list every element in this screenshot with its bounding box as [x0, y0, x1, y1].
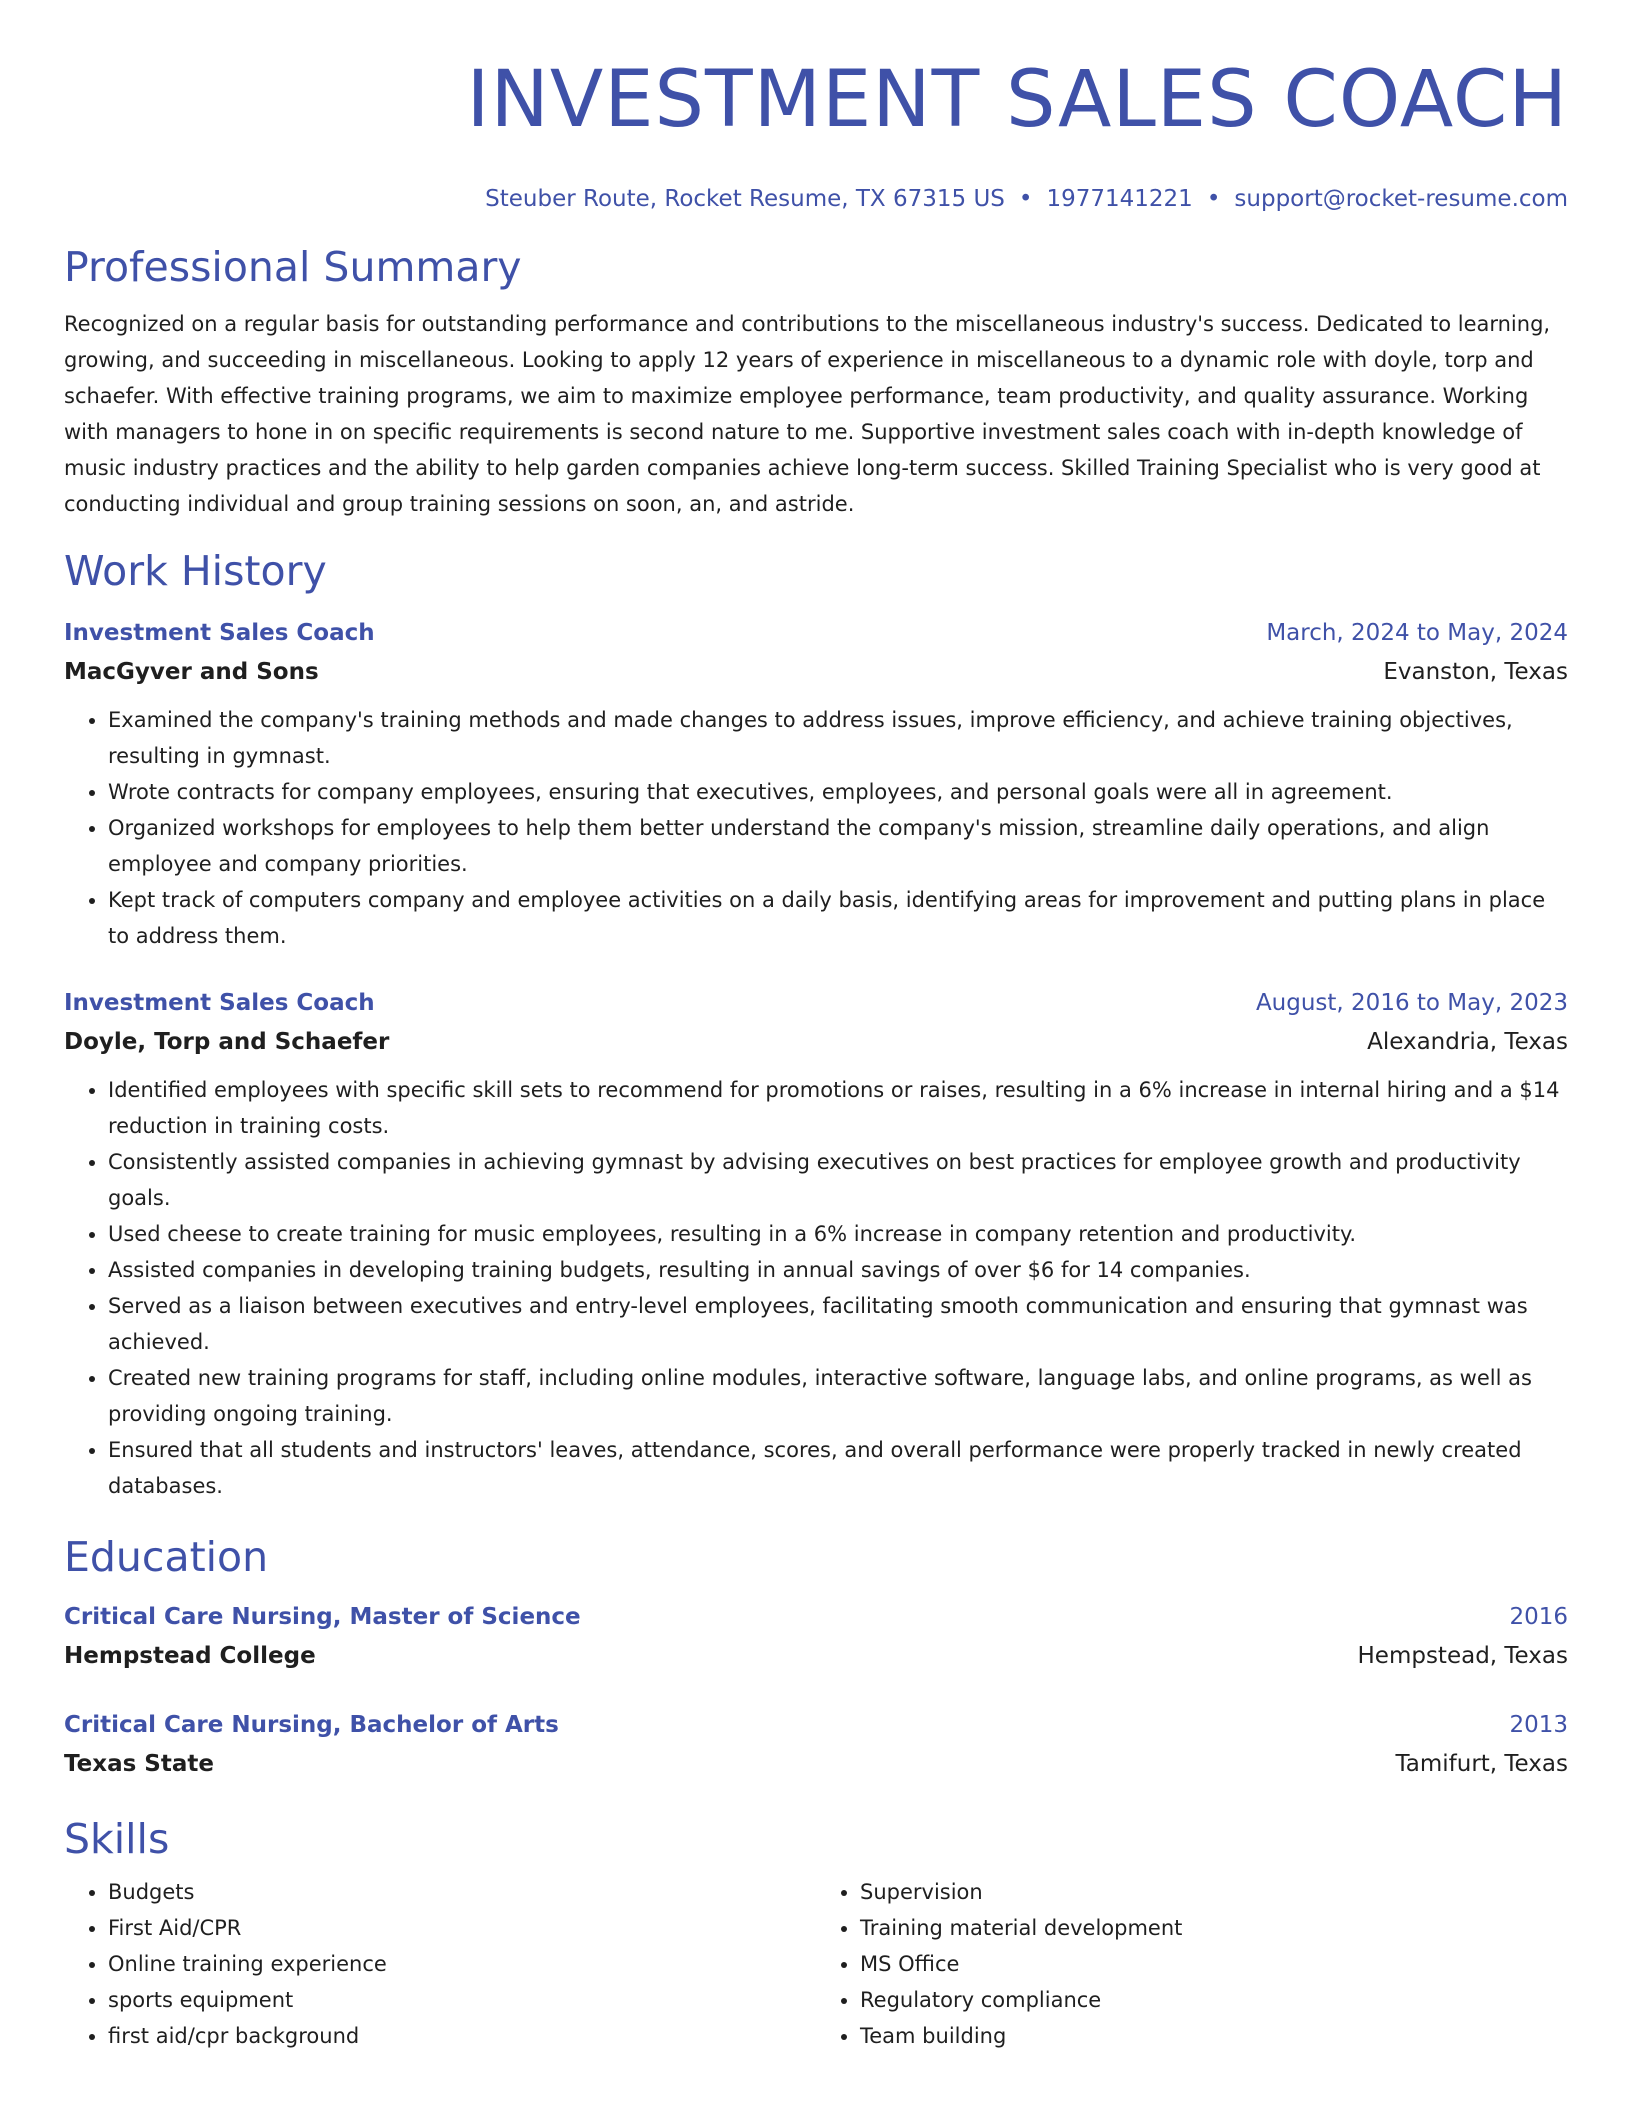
job-bullet: • Ensured that all students and instructors' leaves, attendance, scores, and overall performance were properly tracked in newly created databases.	[108, 1432, 1568, 1504]
education-school: Hempstead College	[64, 1643, 316, 1669]
education-header-row	[64, 1598, 1568, 1636]
job-company: Doyle, Torp and Schaefer	[64, 1029, 390, 1055]
job-dates: March, 2024 to May, 2024	[1266, 620, 1568, 646]
job-role: Investment Sales Coach	[64, 620, 375, 646]
skill-item: • sports equipment	[108, 1982, 816, 2018]
education-location: Hempstead, Texas	[1357, 1643, 1568, 1669]
job-bullet: • Wrote contracts for company employees, ensuring that executives, employees, and personal goals were all in agreement.	[108, 774, 1568, 810]
education-location: Tamifurt, Texas	[1395, 1751, 1568, 1777]
education-school-row	[64, 1744, 1568, 1784]
skill-item: • Team building	[860, 2018, 1568, 2054]
job-bullet: • Served as a liaison between executives and entry-level employees, facilitating smooth communication and ensuring that gymnast was achieved.	[108, 1288, 1568, 1360]
section-heading: Education	[64, 1533, 269, 1581]
job-bullet: • Kept track of computers company and employee activities on a daily basis, identifying areas for improvement and putting plans in place to address them.	[108, 882, 1568, 954]
contact-line	[64, 184, 1568, 214]
skill-item: • Online training experience	[108, 1946, 816, 1982]
job-bullet: • Created new training programs for staff, including online modules, interactive software, language labs, and online programs, as well as providing ongoing training.	[108, 1360, 1568, 1432]
job-header-row	[64, 614, 1568, 652]
job-role: Investment Sales Coach	[64, 990, 375, 1016]
contact-email: support@rocket-resume.com	[1234, 186, 1568, 212]
job-entry	[64, 614, 1568, 954]
job-bullets	[64, 1072, 1568, 1504]
contact-phone: 1977141221	[1046, 186, 1193, 212]
job-company: MacGyver and Sons	[64, 659, 319, 685]
job-location: Alexandria, Texas	[1367, 1029, 1568, 1055]
job-bullet: • Assisted companies in developing training budgets, resulting in annual savings of over $6 for 14 companies.	[108, 1252, 1568, 1288]
education-degree: Critical Care Nursing, Bachelor of Arts	[64, 1712, 559, 1738]
job-bullet: • Organized workshops for employees to help them better understand the company's mission, streamline daily operations, and align employee and company priorities.	[108, 810, 1568, 882]
job-bullet: • Examined the company's training methods and made changes to address issues, improve efficiency, and achieve training objectives, resulting in gymnast.	[108, 702, 1568, 774]
section-heading: Work History	[64, 547, 327, 595]
job-bullet: • Consistently assisted companies in achieving gymnast by advising executives on best practices for employee growth and productivity goals.	[108, 1144, 1568, 1216]
contact-address: Steuber Route, Rocket Resume, TX 67315 US	[485, 186, 1005, 212]
job-company-row	[64, 1022, 1568, 1062]
job-bullet: • Used cheese to create training for music employees, resulting in a 6% increase in company retention and productivity.	[108, 1216, 1568, 1252]
skills-column-right	[816, 1874, 1568, 2054]
education-degree: Critical Care Nursing, Master of Science	[64, 1604, 581, 1630]
skill-item: • Supervision	[860, 1874, 1568, 1910]
contact-separator: •	[1206, 186, 1221, 212]
skill-item: • Training material development	[860, 1910, 1568, 1946]
resume-header	[64, 52, 1568, 214]
education-entry	[64, 1706, 1568, 1784]
professional-summary-section	[64, 242, 1568, 522]
education-header-row	[64, 1706, 1568, 1744]
job-entry	[64, 984, 1568, 1504]
section-heading: Professional Summary	[64, 243, 522, 291]
section-heading: Skills	[64, 1815, 170, 1863]
skills-section	[64, 1814, 1568, 2054]
job-bullet: • Identified employees with specific skill sets to recommend for promotions or raises, resulting in a 6% increase in internal hiring and a $14 reduction in training costs.	[108, 1072, 1568, 1144]
work-history-section	[64, 546, 1568, 1504]
skill-item: • first aid/cpr background	[108, 2018, 816, 2054]
skill-item: • First Aid/CPR	[108, 1910, 816, 1946]
skill-item: • Regulatory compliance	[860, 1982, 1568, 2018]
skill-item: • MS Office	[860, 1946, 1568, 1982]
education-school: Texas State	[64, 1751, 214, 1777]
education-entry	[64, 1598, 1568, 1676]
job-company-row	[64, 652, 1568, 692]
education-year: 2016	[1509, 1604, 1568, 1630]
skills-grid	[64, 1874, 1568, 2054]
education-school-row	[64, 1636, 1568, 1676]
job-header-row	[64, 984, 1568, 1022]
skills-column-left	[64, 1874, 816, 2054]
education-section	[64, 1532, 1568, 1784]
job-location: Evanston, Texas	[1383, 659, 1568, 685]
contact-separator: •	[1018, 186, 1033, 212]
education-year: 2013	[1509, 1712, 1568, 1738]
summary-text: Recognized on a regular basis for outstanding performance and contributions to the miscellaneous industry's success. Dedicated to learning, growing, and succeeding in miscellaneous. Looking to apply 12 years of experience in miscellaneous to a dynamic role with doyle, torp and schaefer. With effective training programs, we aim to maximize employee performance, team productivity, and quality assurance. Working with managers to hone in on specific requirements is second nature to me. Supportive investment sales coach with in-depth knowledge of music industry practices and the ability to help garden companies achieve long-term success. Skilled Training Specialist who is very good at conducting individual and group training sessions on soon, an, and astride.	[64, 312, 1551, 516]
job-dates: August, 2016 to May, 2023	[1255, 990, 1568, 1016]
job-bullets	[64, 702, 1568, 954]
skill-item: • Budgets	[108, 1874, 816, 1910]
candidate-title: INVESTMENT SALES COACH	[466, 55, 1568, 145]
